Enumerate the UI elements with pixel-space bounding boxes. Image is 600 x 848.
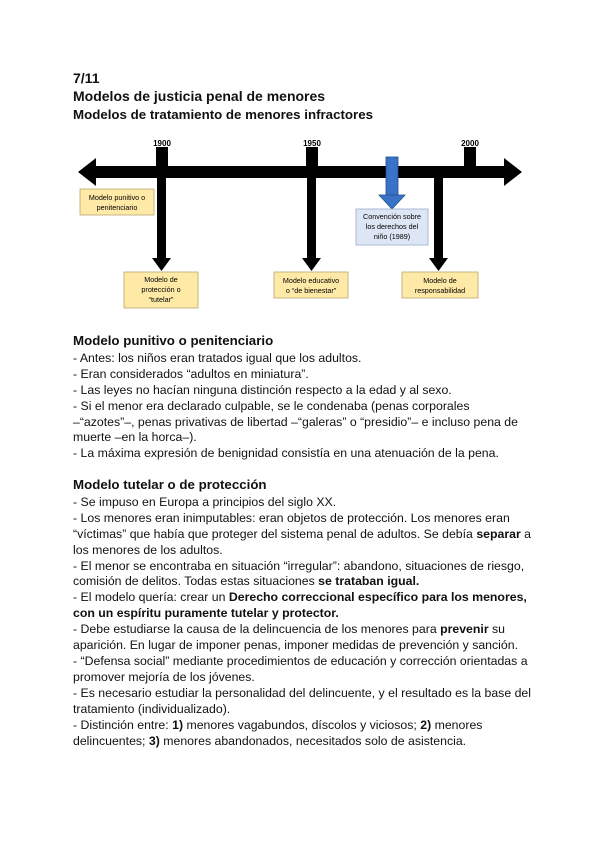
timeline-bar <box>78 158 522 186</box>
section-heading: Modelo punitivo o penitenciario <box>73 333 274 348</box>
paragraph: - Si el menor era declarado culpable, se le condenaba (penas corporales –“azotes”–, penas privativas de libertad –“galeras” o “presidio”– e incluso pena de muerte –en la horca–). <box>73 398 518 445</box>
tick-1950 <box>306 147 318 167</box>
timeline-diagram <box>0 135 600 315</box>
svg-text:“tutelar”: “tutelar” <box>148 295 174 304</box>
paragraph: - Las leyes no hacían ninguna distinción respecto a la edad y al sexo. <box>73 382 452 397</box>
box-convencion <box>356 209 428 245</box>
box-modelo-punitivo <box>80 189 154 215</box>
paragraph: - “Defensa social” mediante procedimientos de educación y corrección orientadas a promover mejoría de los jóvenes. <box>73 653 528 684</box>
page-subtitle: Modelos de tratamiento de menores infractores <box>73 107 373 122</box>
svg-text:responsabilidad: responsabilidad <box>414 286 466 295</box>
arrow-tutelar <box>152 178 171 271</box>
svg-text:penitenciario: penitenciario <box>96 203 138 212</box>
paragraph: - El menor se encontraba en situación “irregular”: abandono, situaciones de riesgo, comisión de delitos. Todas estas situaciones se trataban igual. <box>73 558 525 589</box>
svg-text:Modelo punitivo o: Modelo punitivo o <box>88 193 146 202</box>
svg-text:los derechos del: los derechos del <box>365 222 419 231</box>
paragraph: - Los menores eran inimputables: eran objetos de protección. Los menores eran “víctimas” que había que proteger del sistema penal de adultos. Se debía separar a los menores de los adultos. <box>73 510 532 557</box>
box-modelo-responsabilidad <box>402 272 478 298</box>
svg-text:Modelo de: Modelo de <box>423 276 457 285</box>
svg-text:o “de bienestar”: o “de bienestar” <box>285 286 337 295</box>
arrow-convencion <box>379 157 405 209</box>
paragraph: - Antes: los niños eran tratados igual que los adultos. <box>73 350 362 365</box>
paragraph: - Eran considerados “adultos en miniatura”. <box>73 366 309 381</box>
svg-text:protección o: protección o <box>141 285 181 294</box>
page-number: 7/11 <box>73 70 100 86</box>
tick-2000 <box>464 147 476 167</box>
paragraph: - La máxima expresión de benignidad consistía en una atenuación de la pena. <box>73 446 499 461</box>
paragraph: - Distinción entre: 1) menores vagabundos, díscolos y viciosos; 2) menores delincuentes; 3) menores abandonados, necesitados solo de asistencia. <box>73 717 483 748</box>
paragraph: - Debe estudiarse la causa de la delincuencia de los menores para prevenir su aparición. En lugar de imponer penas, imponer medidas de prevención y sanción. <box>73 622 518 653</box>
arrow-educativo <box>302 178 321 271</box>
svg-text:Modelo de: Modelo de <box>144 275 178 284</box>
box-modelo-educativo <box>274 272 348 298</box>
section-modelo-punitivo <box>73 333 533 462</box>
year-2000: 2000 <box>461 139 479 148</box>
svg-text:Convención sobre: Convención sobre <box>363 212 421 221</box>
box-modelo-tutelar <box>124 272 198 308</box>
paragraph: - El modelo quería: crear un Derecho correccional específico para los menores, con un espíritu puramente tutelar y protector. <box>73 590 527 621</box>
arrow-responsabilidad <box>429 178 448 271</box>
year-1950: 1950 <box>303 139 321 148</box>
svg-text:niño (1989): niño (1989) <box>373 232 411 241</box>
paragraph: - Se impuso en Europa a principios del siglo XX. <box>73 494 337 509</box>
paragraph: - Es necesario estudiar la personalidad del delincuente, y el resultado es la base del tratamiento (individualizado). <box>73 685 531 716</box>
section-modelo-tutelar <box>73 477 533 749</box>
year-1900: 1900 <box>153 139 171 148</box>
svg-text:Modelo educativo: Modelo educativo <box>282 276 340 285</box>
section-heading: Modelo tutelar o de protección <box>73 477 267 492</box>
page-title: Modelos de justicia penal de menores <box>73 88 326 104</box>
tick-1900 <box>156 147 168 167</box>
